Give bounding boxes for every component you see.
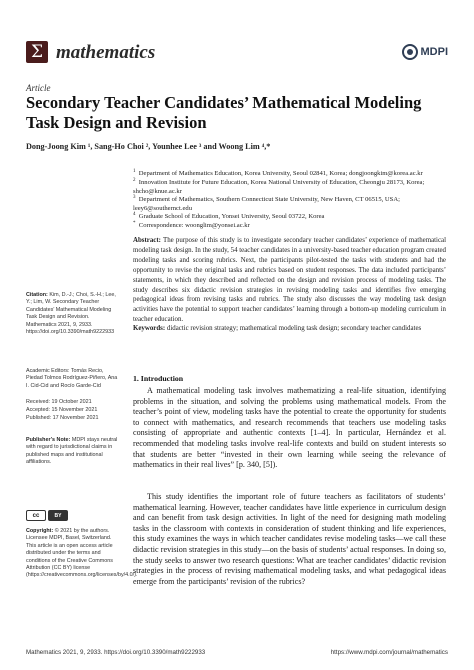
publishers-note: Publisher’s Note: MDPI stays neutral with regard to jurisdictional claims in published maps and institutional affiliations. <box>26 437 118 466</box>
accepted-date: Accepted: 15 November 2021 <box>26 407 98 413</box>
section-heading-introduction: 1. Introduction <box>133 374 184 383</box>
citation-block: Citation: Kim, D.-J.; Choi, S.-H.; Lee, Y.; Lim, W. Secondary Teacher Candidates’ Mathematical Modeling Task Design and Revision. Mathematics 2021, 9, 2933. https://doi.org/10.3390/math9222933 <box>26 292 116 336</box>
footer-citation: Mathematics 2021, 9, 2933. https://doi.org/10.3390/math9222933 <box>26 649 206 656</box>
affiliation-1: $^1$ Department of Mathematics Education, Korea University, Seoul 02841, Korea; dongjoongkim@korea.ac.kr <box>133 169 423 178</box>
abstract-text: The purpose of this study is to investigate secondary teacher candidates’ experience of mathematical modeling task design. In the study, 54 teacher candidates in a university-based teacher education program created modeling tasks and scoring rubrics. Next, the participants pilot-tested the tasks with students and had the opportunity to revise the original tasks and rubrics based on student responses. The data included participants’ statements, in which they described and reflected on the design and revision process of modeling tasks. The study describes six didactic revision strategies in revising modeling tasks and identifies five emerging pedagogical ideas from revising tasks and rubrics. The study also discusses the way modeling task design activities have the potential to support teacher candidates’ learning through a bottom-up modeling curriculum in teacher education. <box>133 237 446 324</box>
intro-paragraph-1: A mathematical modeling task involves mathematizing a real-life situation, identifying problems in the situation, and solving the problems using mathematical models. From the teacher’s point of view, modeling tasks have the potential to create the opportunity for students to connect with mathematics, and research recommends that teachers use modeling tasks consisting of appropriate and authentic contexts [1–4]. In particular, Hernández et al. recommended that modeling tasks involve real-life contexts and build on student interests so that students are better “invested in their own learning while seeing the relevance of mathematics in their real lives” [p. 340, [5]). <box>133 386 446 470</box>
affiliation-2: $^2$ Innovation Institute for Future Education, Korea National University of Education, Cheongju 28173, Korea; shcho@knue.ac.kr <box>133 178 425 195</box>
academic-editors: Academic Editors: Tomás Recio, Piedad Tolmos Rodríguez-Piñero, Ana I. Cid-Cid and Rocío Garde-Cid <box>26 368 118 389</box>
author-list: Dong-Joong Kim ¹, Sang-Ho Choi ², Younhee Lee ³ and Woong Lim ⁴,* <box>26 142 271 151</box>
keywords <box>133 324 446 334</box>
cc-license-icon[interactable]: cc <box>26 510 46 521</box>
journal-name: mathematics <box>56 42 156 63</box>
article-type: Article <box>26 83 51 93</box>
publisher-name: MDPI <box>420 46 448 58</box>
correspondence: * Correspondence: woonglim@yonsei.ac.kr <box>133 221 250 230</box>
cc-by-icon[interactable]: BY <box>48 510 68 521</box>
copyright-block: Copyright: © 2021 by the authors. Licensee MDPI, Basel, Switzerland. This article is an open access article distributed under the terms and conditions of the Creative Commons Attribution (CC BY) license (https://creativecommons.org/licenses/by/4.0/). <box>26 528 138 579</box>
received-date: Received: 19 October 2021 <box>26 399 92 405</box>
journal-logo-icon: Σ <box>26 41 48 63</box>
keywords-text: didactic revision strategy; mathematical modeling task design; secondary teacher candidates <box>166 325 422 332</box>
affiliation-4: $^4$ Graduate School of Education, Yonsei University, Seoul 03722, Korea <box>133 212 325 221</box>
affiliation-3: $^3$ Department of Mathematics, Southern Connecticut State University, New Haven, CT 06515, USA; leey6@southernct.edu <box>133 195 400 212</box>
published-date: Published: 17 November 2021 <box>26 415 99 421</box>
intro-paragraph-2: This study identifies the important role of future teachers as facilitators of students’ mathematical learning. However, teacher candidates have little experience in curriculum design and can benefit from task design activities. In light of the need for designing math modeling tasks in the classroom with contexts in consideration of student thinking and life experiences, this study examines the ways in which teacher candidates revise modeling tasks—we call these didactic revision strategies in this study—on the basis of students’ actual responses. In doing so, the study seeks to answer two research questions: What are teacher candidates’ didactic revision strategies in the process of revising mathematical modeling tasks, and what pedagogical ideas emerge from the participants’ revision of the rubrics? <box>133 492 446 586</box>
mdpi-logo-icon <box>402 44 418 60</box>
abstract-label: Abstract: <box>133 237 161 244</box>
article-title: Secondary Teacher Candidates’ Mathematical Modeling Task Design and Revision <box>26 93 422 132</box>
keywords-label: Keywords: <box>133 325 166 332</box>
footer-journal-url[interactable]: https://www.mdpi.com/journal/mathematics <box>330 649 448 656</box>
publisher-logo <box>402 44 449 60</box>
abstract <box>133 236 446 325</box>
